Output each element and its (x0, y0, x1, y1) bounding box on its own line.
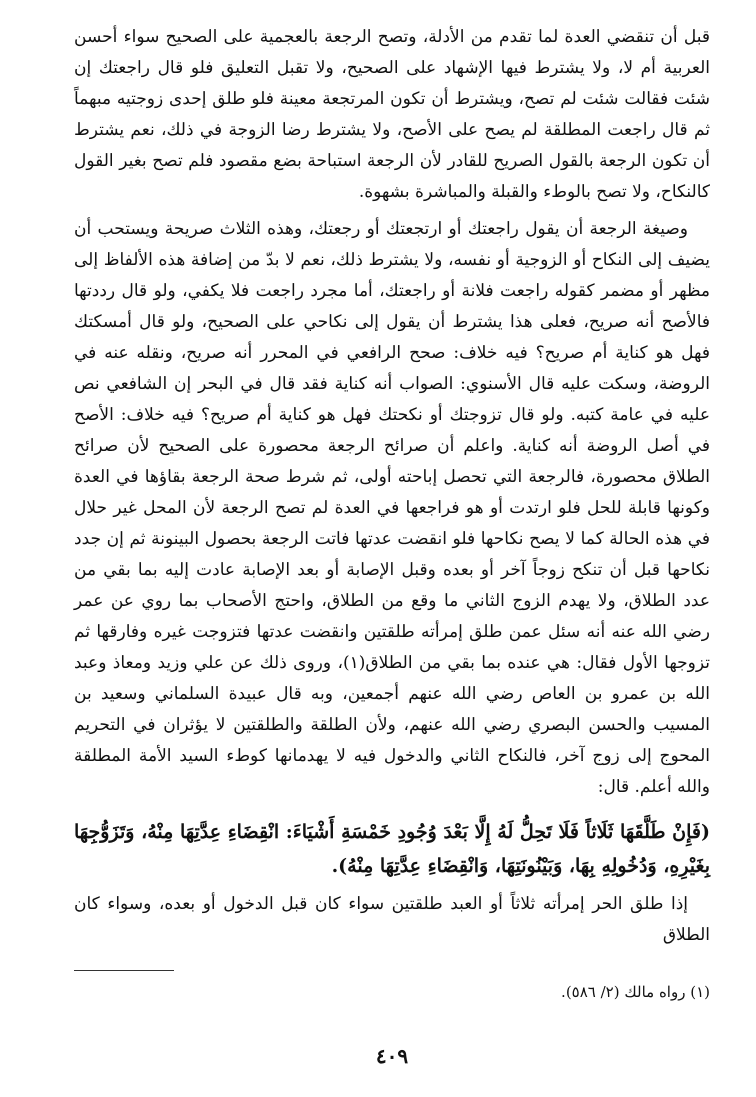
matn-text: (فَإِنْ طَلَّقَهَا ثَلَاثاً فَلَا تَحِلُّ لَهُ إِلَّا بَعْدَ وُجُودِ خَمْسَةِ أَشْيَاءَ: انْقِضَاءِ عِدَّتِهَا مِنْهُ، وَتَزَوُّجِهَا بِغَيْرِهِ، وَدُخُولِهِ بِهَا، وَبَيْنُونَتِهَا، وَانْقِضَاءِ عِدَّتِهَا مِنْهُ). (74, 821, 710, 877)
paragraph-1: قبل أن تنقضي العدة لما تقدم من الأدلة، وتصح الرجعة بالعجمية على الصحيح سواء أحسن العربية أم لا، ولا يشترط فيها الإشهاد على الصحيح، ولا تقبل التعليق فلو قال راجعتك إن شئت فقالت شئت لم تصح، ويشترط أن تكون المرتجعة معينة فلو طلق إحدى زوجتيه مبهماً ثم قال راجعت المطلقة لم يصح على الأصح، ولا يشترط رضا الزوجة في ذلك، نعم يشترط أن تكون الرجعة بالقول الصريح للقادر لأن الرجعة استباحة بضع مقصود فلم تصح بغير القول كالنكاح، ولا تصح بالوطء والقبلة والمباشرة بشهوة. (74, 27, 710, 202)
footnote-separator (74, 970, 174, 971)
page-number: ٤٠٩ (375, 1044, 409, 1068)
paragraph-2: وصيغة الرجعة أن يقول راجعتك أو ارتجعتك أو رجعتك، وهذه الثلاث صريحة ويستحب أن يضيف إلى النكاح أو الزوجية أو نفسه، ولا يشترط ذلك، نعم لا بدّ من إضافة هذه الألفاظ إلى مظهر أو مضمر كقوله راجعت فلانة أو راجعتك، أما مجرد راجعت فلا يكفي، ولو قال رددتها فالأصح أنه صريح، فعلى هذا يشترط أن يقول إلى نكاحي على الصحيح، ولو قال أمسكتك فهل هو كناية أم صريح؟ فيه خلاف: صحح الرافعي في المحرر أنه صريح، ونقله عنه في الروضة، وسكت عليه قال الأسنوي: الصواب أنه كناية فقد قال في البحر إن الشافعي نص عليه في عامة كتبه. ولو قال تزوجتك أو نكحتك فهل هو كناية أم صريح؟ فيه خلاف: الأصح في أصل الروضة أنه كناية. واعلم أن صرائح الرجعة محصورة على الصحيح لأن صرائح الطلاق محصورة، فالرجعة التي تحصل إباحته أولى، ثم شرط صحة الرجعة بقاؤها في العدة وكونها قابلة للحل فلو ارتدت أو هو فراجعها في العدة لم تصح الرجعة لأن المحل غير حلال في هذه الحالة كما لا يصح نكاحها فلو انقضت عدتها فاتت الرجعة بحصول البينونة ثم إن جدد نكاحها قبل أن تنكح زوجاً آخر أو بعده وقبل الإصابة أو بعد الإصابة عادت إليه بما بقي من عدد الطلاق، ولا يهدم الزوج الثاني ما وقع من الطلاق، واحتج الأصحاب بما روي عن عمر رضي الله عنه أنه سئل عمن طلق إمرأته طلقتين وانقضت عدتها فتزوجت غيره وفارقها ثم تزوجها الأول فقال: هي عنده بما بقي من الطلاق(١)، وروى ذلك عن علي وزيد ومعاذ وعبد الله بن عمرو بن العاص رضي الله عنهم أجمعين، وبه قال عبيدة السلماني وسعيد بن المسيب والحسن البصري رضي الله عنهم، ولأن الطلقة والطلقتين لا يؤثران في التحريم المحوج إلى زوج آخر، فالنكاح الثاني والدخول فيه لا يهدمانها كوطء السيد الأمة المطلقة والله أعلم. قال: (74, 219, 710, 797)
footnote: (١) رواه مالك (٢/ ٥٨٦). (561, 983, 710, 1001)
paragraph-3: إذا طلق الحر إمرأته ثلاثاً أو العبد طلقتين سواء كان قبل الدخول أو بعده، وسواء كان الطلاق (74, 894, 710, 945)
document-page (74, 22, 710, 1082)
